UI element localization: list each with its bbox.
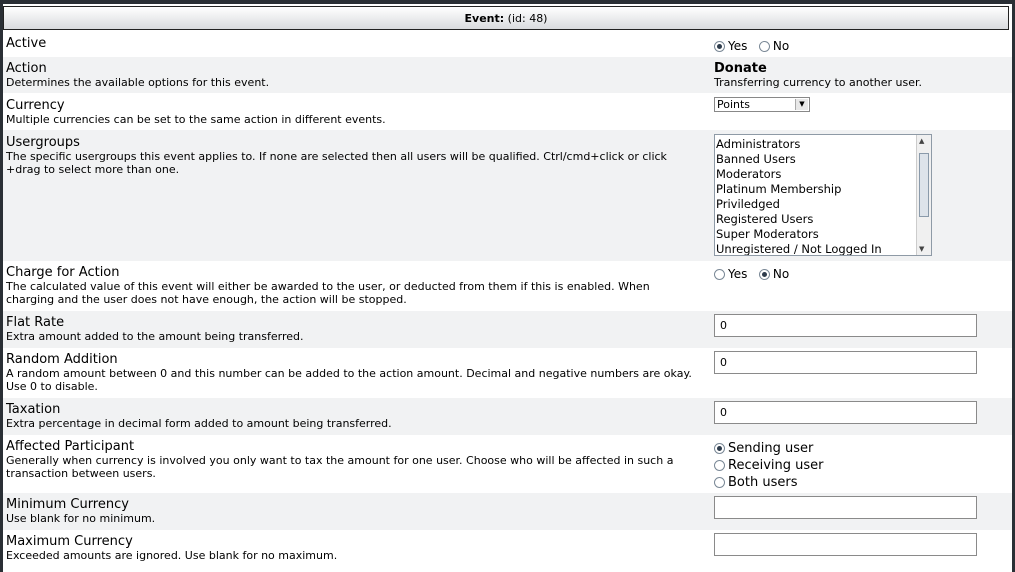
random-addition-input[interactable]: 0 bbox=[714, 351, 977, 374]
active-options bbox=[714, 39, 797, 53]
usergroup-option[interactable]: Super Moderators bbox=[716, 227, 819, 241]
usergroup-option[interactable]: Unregistered / Not Logged In bbox=[716, 242, 882, 256]
flat-rate-input[interactable]: 0 bbox=[714, 314, 977, 337]
flat-rate-title: Flat Rate bbox=[6, 315, 65, 330]
charge-no-radio[interactable] bbox=[759, 269, 770, 280]
min-currency-desc: Use blank for no minimum. bbox=[6, 512, 156, 525]
scroll-up-icon[interactable]: ▲ bbox=[919, 137, 925, 145]
charge-desc: The calculated value of this event will either be awarded to the user, or deducted from them if this is enabled. When charging and the user does not have enough, the action will be stopped. bbox=[6, 280, 650, 306]
charge-no-label: No bbox=[772, 267, 790, 281]
action-value-desc: Transferring currency to another user. bbox=[714, 76, 923, 89]
action-desc: Determines the available options for this event. bbox=[6, 76, 270, 89]
row-active bbox=[3, 34, 1012, 57]
affected-option-label: Receiving user bbox=[728, 457, 824, 473]
taxation-title: Taxation bbox=[6, 402, 61, 417]
event-title: Event: bbox=[464, 12, 505, 25]
usergroups-title: Usergroups bbox=[6, 135, 80, 150]
max-currency-input[interactable] bbox=[714, 533, 977, 556]
row-usergroups bbox=[3, 130, 1012, 261]
currency-title: Currency bbox=[6, 98, 65, 113]
row-flat-rate bbox=[3, 311, 1012, 348]
currency-select[interactable] bbox=[714, 97, 810, 112]
active-no-label: No bbox=[772, 39, 790, 53]
currency-desc: Multiple currencies can be set to the same action in different events. bbox=[6, 113, 386, 126]
row-currency bbox=[3, 93, 1012, 130]
random-addition-desc: A random amount between 0 and this number can be added to the action amount. Decimal and negative numbers are okay. Use 0 to disable. bbox=[6, 367, 692, 393]
random-addition-title: Random Addition bbox=[6, 352, 118, 367]
row-action bbox=[3, 57, 1012, 93]
affected-option-label: Both users bbox=[728, 474, 798, 490]
charge-yes-label: Yes bbox=[728, 267, 748, 281]
charge-title: Charge for Action bbox=[6, 265, 120, 280]
action-title: Action bbox=[6, 61, 47, 76]
scroll-thumb[interactable] bbox=[919, 153, 929, 217]
charge-yes-radio[interactable] bbox=[714, 269, 725, 280]
min-currency-title: Minimum Currency bbox=[6, 497, 129, 512]
affected-sending-radio[interactable] bbox=[714, 443, 725, 454]
usergroup-option[interactable]: Registered Users bbox=[716, 212, 814, 226]
usergroup-option[interactable]: Priviledged bbox=[716, 197, 780, 211]
max-currency-desc: Exceeded amounts are ignored. Use blank for no maximum. bbox=[6, 549, 338, 562]
affected-receiving-radio[interactable] bbox=[714, 460, 725, 471]
active-no-radio[interactable] bbox=[759, 41, 770, 52]
max-currency-title: Maximum Currency bbox=[6, 534, 133, 549]
currency-selected: Points bbox=[717, 98, 751, 111]
usergroup-option[interactable]: Banned Users bbox=[716, 152, 796, 166]
affected-both-radio[interactable] bbox=[714, 477, 725, 488]
row-charge bbox=[3, 261, 1012, 311]
row-min-currency bbox=[3, 493, 1012, 530]
taxation-input[interactable]: 0 bbox=[714, 401, 977, 424]
active-title: Active bbox=[6, 36, 47, 51]
affected-option-label: Sending user bbox=[728, 440, 814, 456]
row-max-currency bbox=[3, 530, 1012, 567]
row-taxation bbox=[3, 398, 1012, 435]
flat-rate-desc: Extra amount added to the amount being transferred. bbox=[6, 330, 304, 343]
usergroup-option[interactable]: Administrators bbox=[716, 137, 801, 151]
usergroup-option[interactable]: Platinum Membership bbox=[716, 182, 842, 196]
affected-desc: Generally when currency is involved you only want to tax the amount for one user. Choose who will be affected in such a transaction between users. bbox=[6, 454, 674, 480]
scroll-down-icon[interactable]: ▼ bbox=[919, 245, 925, 253]
usergroups-desc: The specific usergroups this event applies to. If none are selected then all users will be qualified. Ctrl/cmd+click or click +drag to select more than one. bbox=[6, 150, 667, 176]
row-random-addition bbox=[3, 348, 1012, 398]
usergroups-listbox[interactable] bbox=[714, 134, 932, 256]
min-currency-input[interactable] bbox=[714, 496, 977, 519]
event-header bbox=[3, 6, 1009, 30]
usergroup-option[interactable]: Moderators bbox=[716, 167, 782, 181]
event-id: (id: 48) bbox=[507, 12, 548, 25]
active-yes-label: Yes bbox=[728, 39, 748, 53]
affected-title: Affected Participant bbox=[6, 439, 135, 454]
action-value: Donate bbox=[714, 61, 767, 76]
row-affected bbox=[3, 435, 1012, 493]
chevron-down-icon[interactable]: ▼ bbox=[795, 99, 808, 110]
taxation-desc: Extra percentage in decimal form added to amount being transferred. bbox=[6, 417, 392, 430]
active-yes-radio[interactable] bbox=[714, 41, 725, 52]
listbox-scrollbar[interactable] bbox=[916, 135, 931, 255]
